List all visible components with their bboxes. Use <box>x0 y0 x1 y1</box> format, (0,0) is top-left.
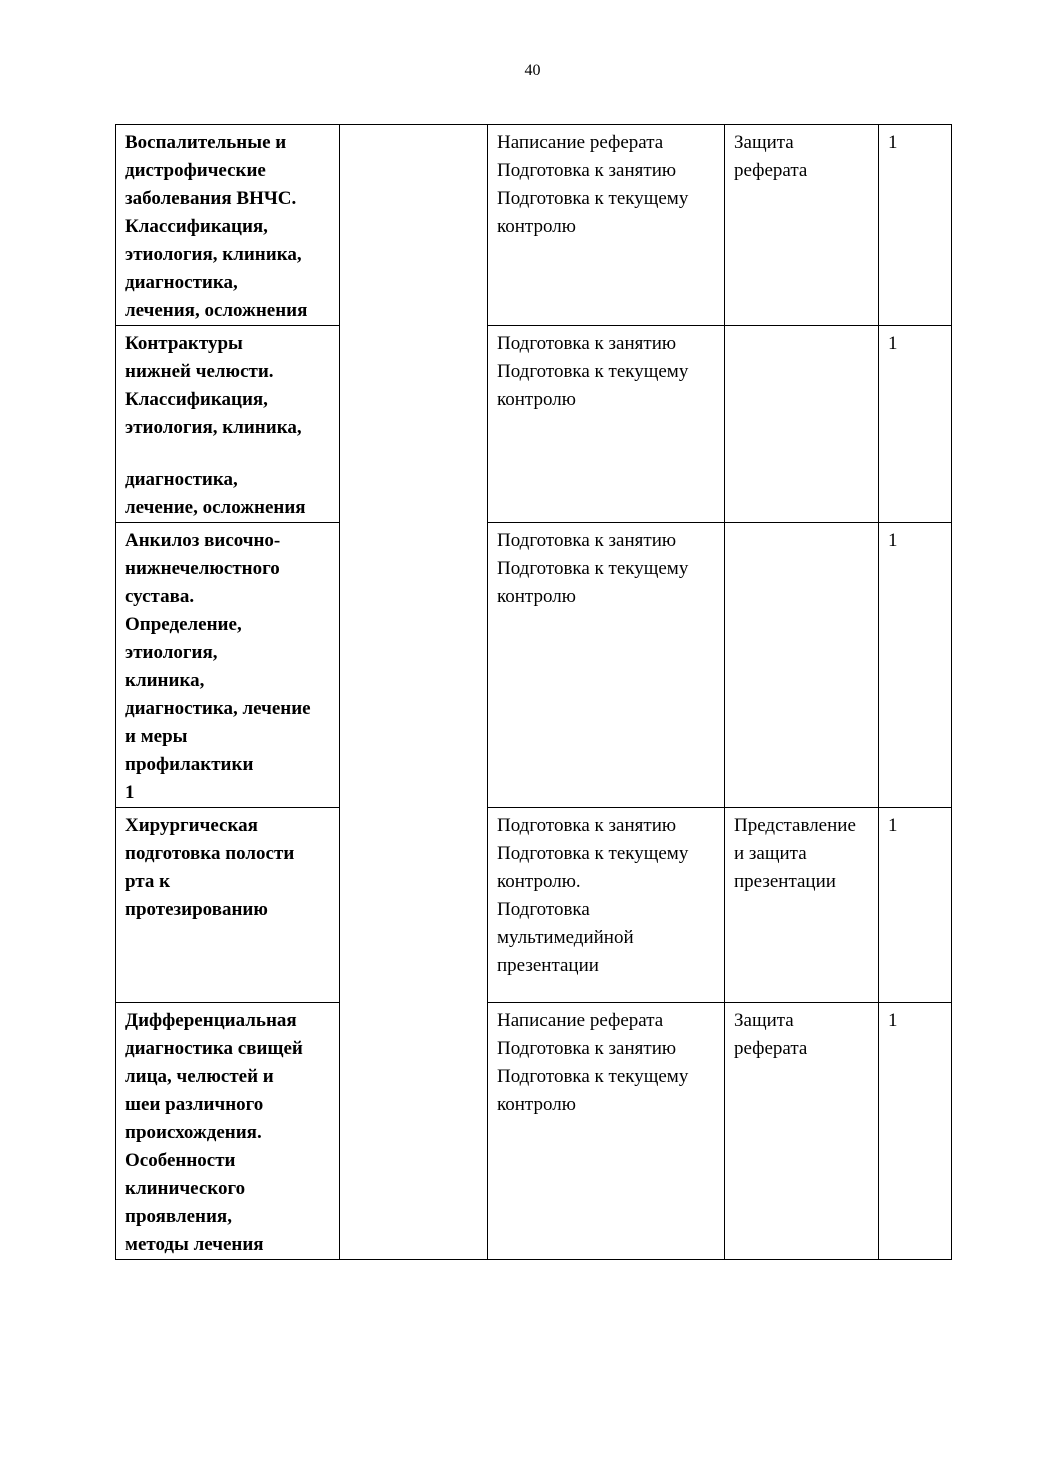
tasks-cell <box>488 1003 725 1260</box>
topic-line: сустава. <box>125 586 195 607</box>
topic-line: Воспалительные и <box>125 132 287 153</box>
topic-line: заболевания ВНЧС. <box>125 188 297 209</box>
control-line: Защита <box>734 132 794 153</box>
task-line: Написание реферата <box>497 132 664 153</box>
topic-line: этиология, клиника, <box>125 244 302 265</box>
topic-line: Классификация, <box>125 216 268 237</box>
task-line: контролю <box>497 389 576 410</box>
control-form-cell <box>725 523 879 808</box>
topic-line: Классификация, <box>125 389 268 410</box>
control-line: презентации <box>734 871 836 892</box>
task-line: Написание реферата <box>497 1010 664 1031</box>
topic-cell <box>116 808 340 1003</box>
topic-line: диагностика, <box>125 272 238 293</box>
topic-line: этиология, <box>125 642 218 663</box>
topic-line: Контрактуры <box>125 333 243 354</box>
topic-line <box>125 442 330 466</box>
topic-line: дистрофические <box>125 160 266 181</box>
task-line: контролю <box>497 1094 576 1115</box>
topic-cell <box>116 326 340 523</box>
topic-line: лица, челюстей и <box>125 1066 274 1087</box>
task-line: презентации <box>497 955 599 976</box>
topic-line: 1 <box>125 782 135 803</box>
topic-line: этиология, клиника, <box>125 417 302 438</box>
topic-line: диагностика, <box>125 469 238 490</box>
task-line: Подготовка к занятию <box>497 1038 677 1059</box>
tasks-cell <box>488 125 725 326</box>
task-line: контролю. <box>497 871 581 892</box>
control-form-cell <box>725 1003 879 1260</box>
tasks-cell <box>488 523 725 808</box>
topic-line: Определение, <box>125 614 242 635</box>
topic-line: клиника, <box>125 670 205 691</box>
control-form-cell <box>725 808 879 1003</box>
topic-cell <box>116 1003 340 1260</box>
table-row <box>116 523 952 808</box>
hours-cell: 1 <box>879 1003 952 1260</box>
task-line: Подготовка к занятию <box>497 815 677 836</box>
topic-line: шеи различного <box>125 1094 264 1115</box>
table-body <box>116 125 952 1260</box>
merged-empty-cell <box>340 125 488 1260</box>
topic-line: Особенности <box>125 1150 236 1171</box>
topic-line: и меры <box>125 726 188 747</box>
topic-line: диагностика свищей <box>125 1038 303 1059</box>
task-line: контролю <box>497 586 576 607</box>
control-line: Представление <box>734 815 856 836</box>
hours-cell: 1 <box>879 125 952 326</box>
task-line: мультимедийной <box>497 927 634 948</box>
topic-line: Анкилоз височно- <box>125 530 281 551</box>
topic-line: Дифференциальная <box>125 1010 297 1031</box>
table-row <box>116 125 952 326</box>
table-row <box>116 808 952 1003</box>
task-line: Подготовка к текущему <box>497 558 689 579</box>
task-line: Подготовка к занятию <box>497 160 677 181</box>
control-line: Защита <box>734 1010 794 1031</box>
hours-cell: 1 <box>879 523 952 808</box>
topic-line: методы лечения <box>125 1234 264 1255</box>
topic-line: лечения, осложнения <box>125 300 308 321</box>
table-row <box>116 1003 952 1260</box>
task-line: Подготовка к текущему <box>497 188 689 209</box>
topic-line: проявления, <box>125 1206 232 1227</box>
topic-line: происхождения. <box>125 1122 262 1143</box>
topic-cell <box>116 125 340 326</box>
task-line: Подготовка к занятию <box>497 530 677 551</box>
control-line: и защита <box>734 843 807 864</box>
topic-line: нижней челюсти. <box>125 361 274 382</box>
page-number: 40 <box>524 62 541 79</box>
topic-line: протезированию <box>125 899 268 920</box>
task-line: Подготовка к текущему <box>497 361 689 382</box>
topic-line: Хирургическая <box>125 815 258 836</box>
topic-line: рта к <box>125 871 171 892</box>
topic-line: профилактики <box>125 754 254 775</box>
task-line: Подготовка <box>497 899 590 920</box>
control-form-cell <box>725 326 879 523</box>
task-line: контролю <box>497 216 576 237</box>
control-form-cell <box>725 125 879 326</box>
task-line: Подготовка к текущему <box>497 1066 689 1087</box>
topic-line: диагностика, лечение <box>125 698 311 719</box>
topic-line: лечение, осложнения <box>125 497 306 518</box>
control-line: реферата <box>734 160 808 181</box>
control-line: реферата <box>734 1038 808 1059</box>
tasks-cell <box>488 808 725 1003</box>
topic-line: подготовка полости <box>125 843 295 864</box>
self-study-table <box>115 124 952 1260</box>
table-row <box>116 326 952 523</box>
hours-cell: 1 <box>879 326 952 523</box>
tasks-cell <box>488 326 725 523</box>
task-line: Подготовка к занятию <box>497 333 677 354</box>
hours-cell: 1 <box>879 808 952 1003</box>
task-line: Подготовка к текущему <box>497 843 689 864</box>
topic-line: клинического <box>125 1178 246 1199</box>
topic-line: нижнечелюстного <box>125 558 280 579</box>
topic-cell <box>116 523 340 808</box>
